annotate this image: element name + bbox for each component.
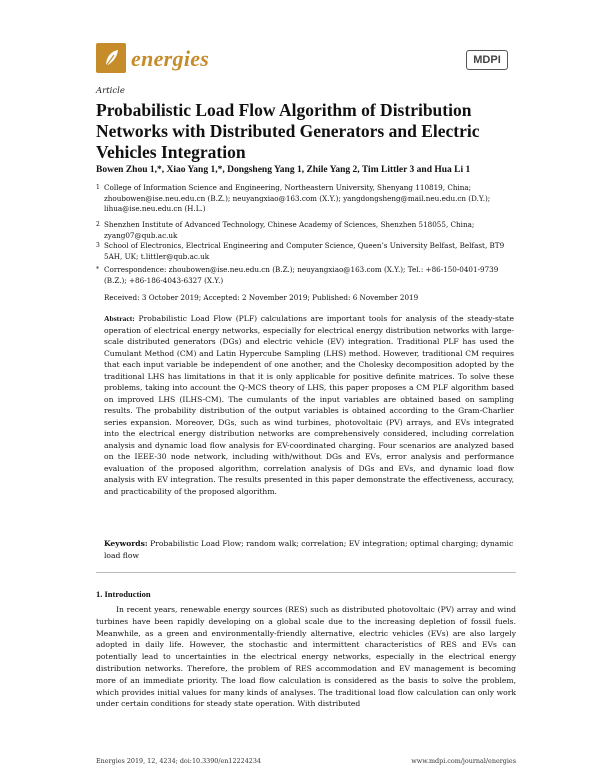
affiliation-number: *: [96, 266, 99, 273]
affiliation-number: 1: [96, 184, 100, 191]
intro-body: [96, 604, 516, 710]
article-type: Article: [96, 86, 125, 96]
affiliation-text: College of Information Science and Engineering, Northeastern University, Shenyang 110819, China; zhoubowen@ise.neu.edu.cn (B.Z.); neuyangxiao@163.com (X.Y.); yangdongsheng@mail.neu.edu.cn (D.Y.); lihua@ise.neu.edu.cn (H.L.): [104, 183, 491, 213]
affiliation-number: 2: [96, 221, 100, 228]
footer-citation: Energies 2019, 12, 4234; doi:10.3390/en12224234: [96, 757, 261, 765]
affiliation-3: [96, 241, 514, 262]
publisher-logo[interactable]: MDPI: [466, 50, 508, 70]
keywords: [104, 538, 514, 561]
author-list: Bowen Zhou 1,*, Xiao Yang 1,*, Dongsheng Yang 1, Zhile Yang 2, Tim Littler 3 and Hua Li 1: [96, 165, 471, 175]
footer-url[interactable]: www.mdpi.com/journal/energies: [411, 757, 516, 765]
affiliation-2: [96, 220, 514, 241]
section-heading: 1. Introduction: [96, 589, 151, 599]
journal-logo-icon: [96, 43, 126, 73]
divider: [96, 572, 516, 573]
abstract-text: Probabilistic Load Flow (PLF) calculations are important tools for analysis of the steady-state operation of electrical energy networks, especially for electrical energy distribution networks with large-scale distributed generators (DGs) and electric vehicle (EV) integration. Traditional PLF has used the Cumulant Method (CM) and Latin Hypercube Sampling (LHS) method. However, traditional CM requires that each input variable be independent of one another, and the Cholesky decomposition adopted by the traditional LHS has limitations in that it is only applicable for positive definite matrices. To solve these problems, taking into account the Q-MCS theory of LHS, this paper proposes a CM PLF algorithm based on improved LHS (ILHS-CM). The cumulants of the input variables are obtained based on sampling results. The probability distribution of the output variables is obtained according to the Gram-Charlier series expansion. Moreover, DGs, such as wind turbines, photovoltaic (PV) arrays, and EVs integrated into the electrical energy distribution networks are comprehensively considered, including correlation analysis and dynamic load flow analysis for EV-coordinated charging. Four scenarios are analyzed based on the IEEE-30 node network, including with/without DGs and EVs, error analysis and performance evaluation of the proposed algorithm, correlation analysis of DGs and EVs, and dynamic load flow analysis with EV integration. The results presented in this paper demonstrate the effectiveness, accuracy, and practicability of the proposed algorithm.: [104, 314, 514, 496]
affiliation-1: [96, 183, 514, 215]
correspondence: [96, 265, 514, 286]
affiliation-text: Correspondence: zhoubowen@ise.neu.edu.cn (B.Z.); neuyangxiao@163.com (X.Y.); Tel.: +86-150-0401-9739 (B.Z.); +86-186-4043-6327 (X.Y.): [104, 265, 499, 285]
keywords-label: Keywords:: [104, 539, 148, 548]
affiliation-text: Shenzhen Institute of Advanced Technology, Chinese Academy of Sciences, Shenzhen 518055, China; zyang07@qub.ac.uk: [104, 220, 475, 240]
leaf-icon: [102, 48, 120, 68]
affiliation-number: 3: [96, 242, 100, 249]
intro-paragraph: In recent years, renewable energy sources (RES) such as distributed photovoltaic (PV) array and wind turbines have been rapidly developing on a global scale due to the increasing depletion of fossil fuels. Meanwhile, as a green and environmentally-friendly alternative, electric vehicles (EVs) are also largely adopted in daily life. However, the stochastic and intermittent characteristics of RES and EVs can potentially lead to uncertainties in the electrical energy networks, especially in the electrical energy distribution networks. Therefore, the problem of RES accommodation and EV management is becoming more of an immediate priority. The load flow calculation is considered as the basis to solve the problem, which provides initial values for many kinds of analyses. The traditional load flow calculation can only work under certain conditions for steady state operation. With distributed: [96, 605, 516, 709]
paper-title: Probabilistic Load Flow Algorithm of Distribution Networks with Distributed Generators and Electric Vehicles Integration: [96, 100, 480, 162]
publication-dates: Received: 3 October 2019; Accepted: 2 November 2019; Published: 6 November 2019: [104, 293, 419, 302]
journal-name[interactable]: energies: [131, 46, 210, 71]
affiliation-text: School of Electronics, Electrical Engineering and Computer Science, Queen’s University Belfast, Belfast, BT9 5AH, UK; t.littler@qub.ac.uk: [104, 241, 505, 261]
keywords-text: Probabilistic Load Flow; random walk; correlation; EV integration; optimal charging; dynamic load flow: [104, 539, 514, 560]
abstract: [104, 313, 514, 497]
abstract-label: Abstract:: [104, 314, 135, 323]
